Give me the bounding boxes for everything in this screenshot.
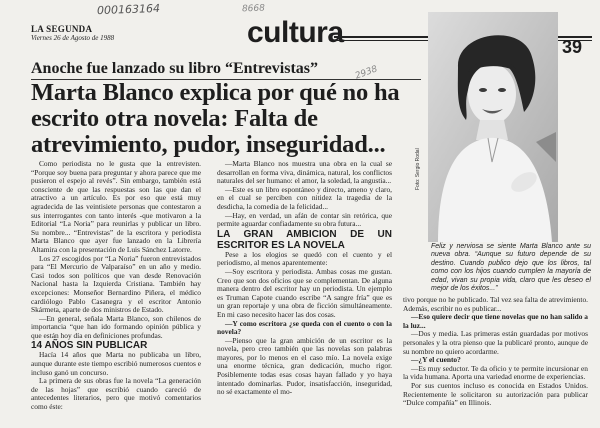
paragraph: Por sus cuentos incluso es conocida en Estados Unidos. Recientemente le solicitaron su autorización para publicar “Dulce compañía” en Illinois. [403,380,588,408]
paragraph: Pese a los elogios se quedó con el cuento y el periodismo, al menos aparentemente: [217,249,392,268]
paragraph: —Pienso que la gran ambición de un escritor es la novela, pero creo también que las novelas son palabras mayores, por lo menos en el caso mío. La novela exige una enorme técnica, gran dedicación, mucho rigor. Posiblemente todas esas cosas hayan fallado y yo haya intentado dominarlas. Pudor, insatisfacción, inseguridad, no sé exactamente el mo- [217,335,392,397]
paragraph: Los 27 escogidos por “La Noria” fueron entrevistados para “El Mercurio de Valparaíso” en un año y medio. Casi todos son políticos que van desde Renovación Nacional hasta la Izquierda Cristiana. También hay excepciones: Monseñor Bernardino Piñera, el médico cardiólogo Pablo Casanegra y el escritor Antonio Skármeta, aparte de dos ministros de Estado. [31,253,201,315]
paragraph: —Es muy seductor. Te da oficio y te permite incursionar en la vida humana. Aporta una variedad enorme de experiencias. [403,363,588,382]
paragraph: tivo porque no he publicado. Tal vez sea falta de atrevimiento. Además, escribir no es publicar... [403,295,588,313]
subheading: LA GRAN AMBICION DE UN ESCRITOR ES LA NOVELA [217,228,392,251]
paragraph: —Marta Blanco nos muestra una obra en la cual se desarrollan en forma viva, dinámica, natural, los conflictos naturales del ser humano: el amor, la soledad, la angustia... [217,159,392,186]
article-column-2 [217,160,392,397]
article-column-3 [403,296,588,408]
catalog-number: 000163164 [96,1,161,18]
paragraph: Como periodista no le gusta que la entrevisten. “Porque soy buena para preguntar y ahora parece que me pusieron el espejo al revés”. Sin embargo, también está consciente de que las respuestas son las que dan el atractivo a un artículo. Es por eso que está muy agradecida de las veintisiete personas que contestaron a sus interrogantes con tanto interés -que motivaron a la Editorial “La Noria” para reunirlas y publicar un libro. Su nombre... “Entrevistas” de la escritora y periodista Marta Blanco que ayer fue lanzado en la Librería Altamira con la presentación de Luis Sánchez Latorre. [31,159,201,254]
author-portrait-image [428,12,558,242]
section-title: cultura [247,16,344,49]
interview-question: —¿Y el cuento? [411,355,461,365]
paragraph: La primera de sus obras fue la novela “La generación de las hojas” que escribió cuando careció de antecedentes literarios, pero que motivó comentarios como éste: [31,376,201,412]
photo-caption: Feliz y nerviosa se siente Marta Blanco ante su nueva obra. “Aunque su futuro depende de su destino. Cuando publico dejo que los libros, tal como con los hijos cuando cumplen la mayoría de edad, vivan su propia vida, claro que les deseo el mejor de los éxitos...” [431,243,591,293]
paragraph: —En general, señala Marta Blanco, son chilenos de importancia “que han ido formando opinión pública y que están hoy día en definiciones profundas. [31,313,201,340]
paragraph: —Dos y media. Las primeras están guardadas por motivos personales y la otra pienso que la publicaré pronto, aunque de su nombre no quiero acordarme. [403,329,588,356]
interview-question: —Eso quiere decir que tiene novelas que no han salido a la luz... [403,312,588,330]
author-photo [428,12,558,242]
paragraph: —Soy escritora y periodista. Ambas cosas me gustan. Creo que son dos oficios que se complementan. De alguna manera dentro del escritor hay un periodista. Un ejemplo es Truman Capote cuando escribe “A sangre fría” que es un gran reportaje y una obra de ficción simultáneamente. En mi caso necesito hacer las dos cosas. [217,266,392,319]
paragraph: —Este es un libro espontáneo y directo, ameno y claro, en el cual se perciben con nitidez la tragedia de la desdicha, la comedia de la felicidad... [217,184,392,211]
paragraph: Hacía 14 años que Marta no publicaba un libro, aunque durante este tiempo escribió numerosos cuentos e incluso ganó un concurso. [31,350,201,377]
article-column-1 [31,160,201,412]
paragraph: —Hay, en verdad, un afán de contar sin retórica, que permite aguardar confiadamente su obra futura... [217,210,392,229]
kicker: Anoche fue lanzado su libro “Entrevistas” [31,60,318,77]
handwritten-number-top: 8668 [241,3,266,15]
headline: Marta Blanco explica por qué no ha escrito otra novela: Falta de atrevimiento, pudor, inseguridad... [31,79,400,158]
page-number: 39 [562,37,583,57]
photo-credit: Foto: Sergio Rodal [415,148,421,190]
subheading: 14 AÑOS SIN PUBLICAR [31,340,148,352]
dateline: Viernes 26 de Agosto de 1988 [31,34,115,42]
interview-question: —Y como escritora ¿se queda con el cuento o con la novela? [217,318,392,337]
handwritten-number-mid: 2938 [353,64,379,82]
newspaper-masthead: LA SEGUNDA [31,24,93,34]
